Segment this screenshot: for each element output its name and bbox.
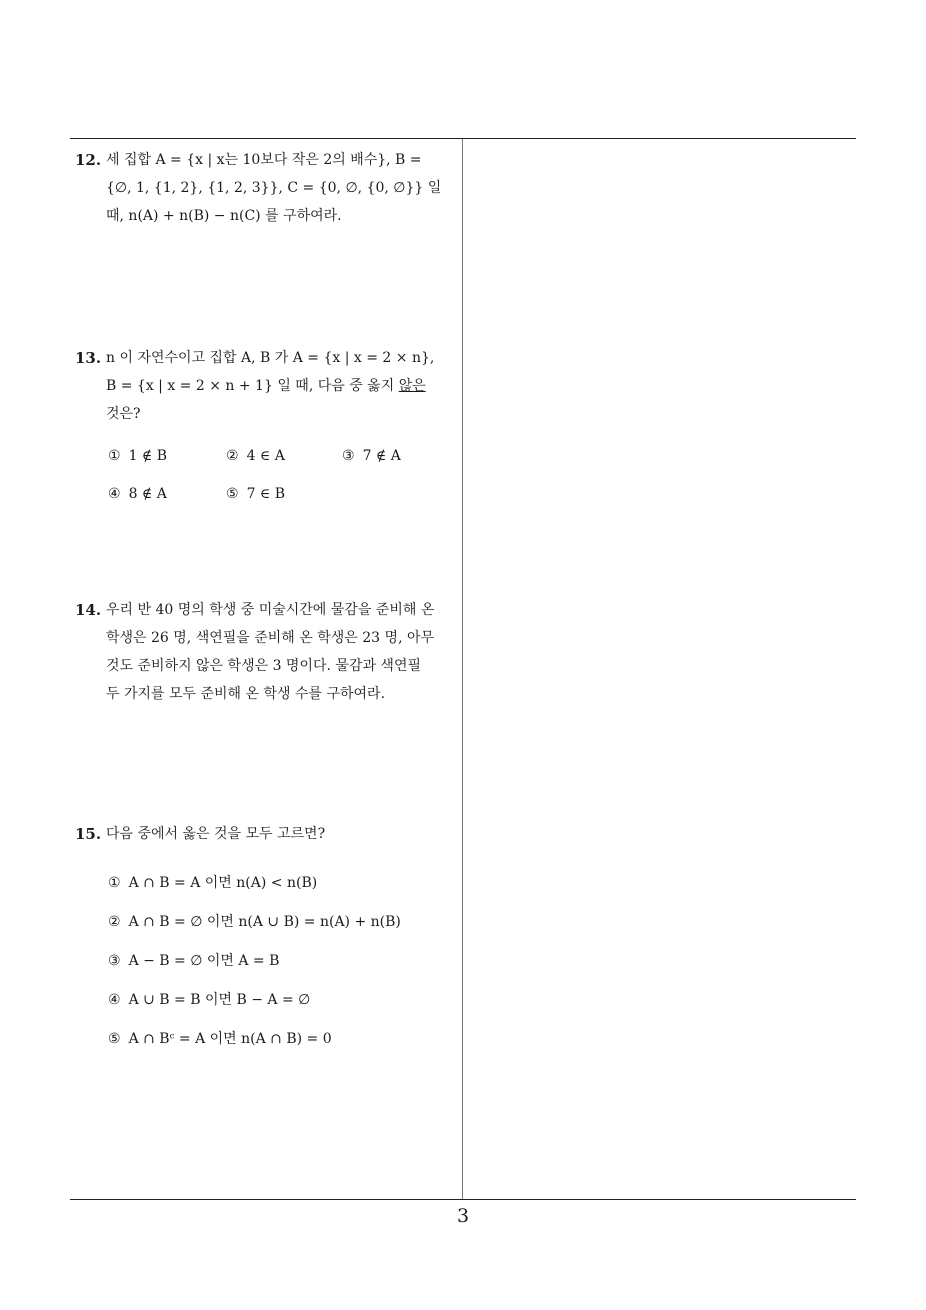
question-line: 것도 준비하지 않은 학생은 3 명이다. 물감과 색연필 xyxy=(106,658,421,674)
question-13 xyxy=(72,344,456,428)
question-line: 것은? xyxy=(106,406,141,422)
top-rule xyxy=(70,138,856,139)
question-line: 때, n(A) + n(B) − n(C) 를 구하여라. xyxy=(106,208,342,224)
choice-4[interactable] xyxy=(108,486,167,502)
choice-5[interactable] xyxy=(108,1028,332,1048)
choice-mark: ⑤ xyxy=(108,1031,121,1047)
question-line: 다음 중에서 옳은 것을 모두 고르면? xyxy=(106,826,326,842)
question-number: 14. xyxy=(75,601,102,619)
choice-text: 7 ∈ B xyxy=(246,486,286,502)
choice-text: A ∩ B = ∅ 이면 n(A ∪ B) = n(A) + n(B) xyxy=(128,914,401,930)
underlined-keyword: 않은 xyxy=(398,378,426,394)
choice-3[interactable] xyxy=(342,448,401,464)
choice-mark: ② xyxy=(108,914,121,930)
question-number: 13. xyxy=(75,349,102,367)
question-text xyxy=(72,820,456,848)
question-line: 학생은 26 명, 색연필을 준비해 온 학생은 23 명, 아무 xyxy=(106,630,435,646)
question-12 xyxy=(72,146,456,230)
question-number: 15. xyxy=(75,825,102,843)
choice-mark: ③ xyxy=(108,953,121,969)
question-line: 세 집합 A = {x | x는 10보다 작은 2의 배수}, B = xyxy=(106,152,422,168)
choice-text: 1 ∉ B xyxy=(128,448,168,464)
bottom-rule xyxy=(70,1199,856,1200)
choice-mark: ⑤ xyxy=(226,486,239,502)
choice-1[interactable] xyxy=(108,448,167,464)
choice-mark: ② xyxy=(226,448,239,464)
choice-2[interactable] xyxy=(108,911,401,931)
choice-4[interactable] xyxy=(108,989,310,1009)
choice-3[interactable] xyxy=(108,950,279,970)
question-line: {∅, 1, {1, 2}, {1, 2, 3}}, C = {0, ∅, {0, ∅}} 일 xyxy=(106,180,442,196)
choice-text: 7 ∉ A xyxy=(362,448,401,464)
question-15 xyxy=(72,820,456,848)
question-14 xyxy=(72,596,456,708)
question-number: 12. xyxy=(75,151,102,169)
choice-text: A ∩ B = A 이면 n(A) < n(B) xyxy=(128,875,318,891)
choice-mark: ④ xyxy=(108,992,121,1008)
choice-1[interactable] xyxy=(108,872,317,892)
question-line-text: B = {x | x = 2 × n + 1} 일 때, 다음 중 옳지 xyxy=(106,378,399,394)
page-number: 3 xyxy=(456,1205,470,1227)
choice-text: A ∩ Bᶜ = A 이면 n(A ∩ B) = 0 xyxy=(128,1031,332,1047)
choice-mark: ① xyxy=(108,875,121,891)
choice-mark: ④ xyxy=(108,486,121,502)
choice-text: 4 ∈ A xyxy=(246,448,285,464)
question-text xyxy=(72,596,456,708)
question-line: 두 가지를 모두 준비해 온 학생 수를 구하여라. xyxy=(106,686,386,702)
question-line: n 이 자연수이고 집합 A, B 가 A = {x | x = 2 × n}, xyxy=(106,350,435,366)
choice-text: A − B = ∅ 이면 A = B xyxy=(128,953,280,969)
question-text xyxy=(72,344,456,428)
column-divider xyxy=(462,139,463,1200)
choice-2[interactable] xyxy=(226,448,285,464)
question-line: 우리 반 40 명의 학생 중 미술시간에 물감을 준비해 온 xyxy=(106,602,435,618)
question-text xyxy=(72,146,456,230)
choice-mark: ① xyxy=(108,448,121,464)
choice-text: 8 ∉ A xyxy=(128,486,167,502)
choice-5[interactable] xyxy=(226,486,285,502)
question-line xyxy=(106,372,456,400)
choice-text: A ∪ B = B 이면 B − A = ∅ xyxy=(128,992,311,1008)
choice-mark: ③ xyxy=(342,448,355,464)
